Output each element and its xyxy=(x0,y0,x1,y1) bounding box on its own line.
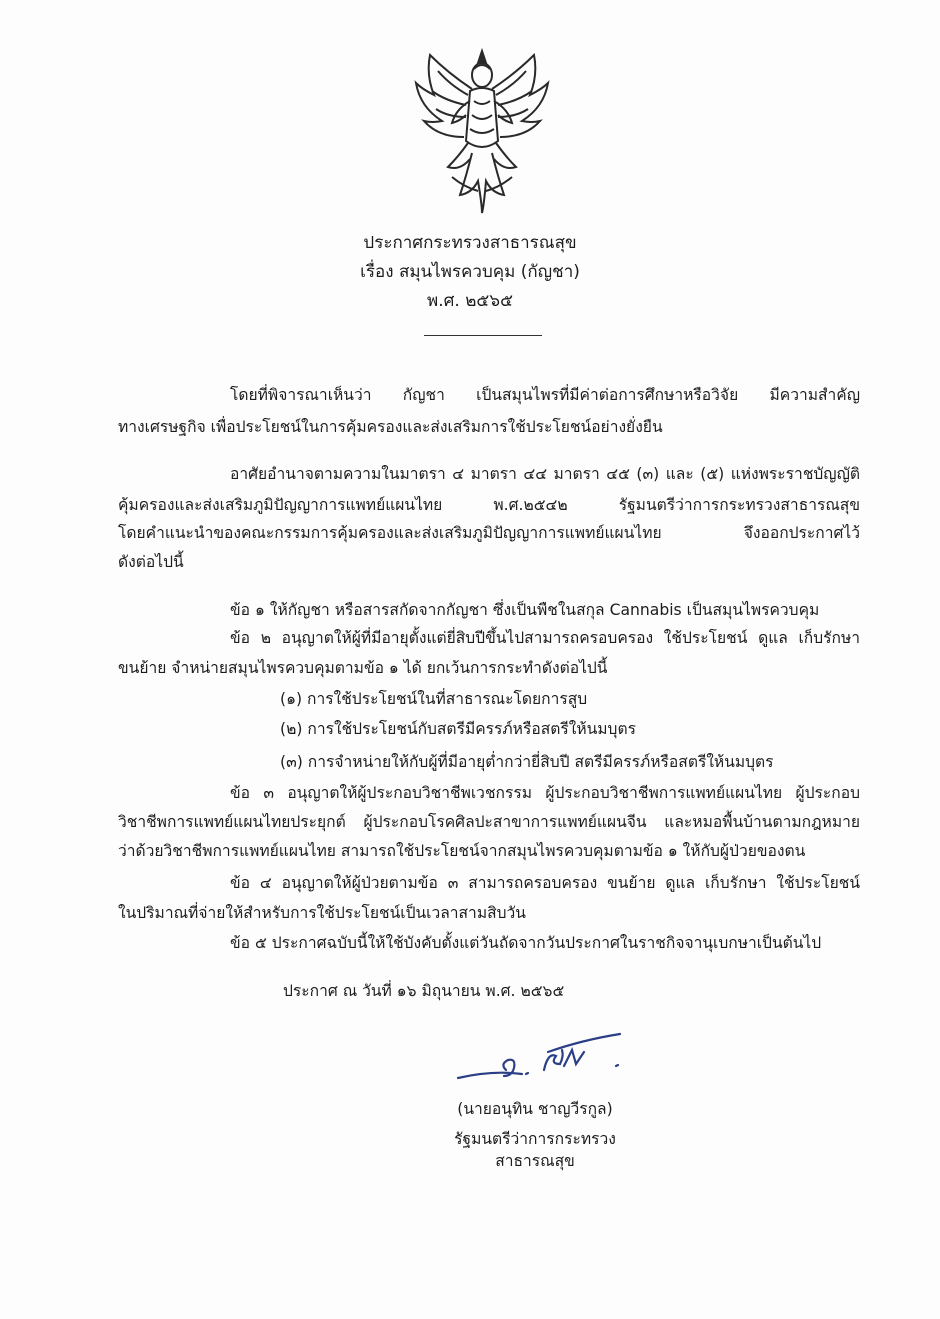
clause-2: ข้อ ๒ อนุญาตให้ผู้ที่มีอายุตั้งแต่ยี่สิบปีขึ้นไปสามารถครอบครอง ใช้ประโยชน์ ดูแล เก็บรักษา xyxy=(230,629,860,647)
clause-2-item: (๒) การใช้ประโยชน์กับสตรีมีครรภ์หรือสตรีให้นมบุตร xyxy=(280,720,636,738)
clause-4: ข้อ ๔ อนุญาตให้ผู้ป่วยตามข้อ ๓ สามารถครอบครอง ขนย้าย ดูแล เก็บรักษา ใช้ประโยชน์ xyxy=(230,874,860,892)
announcement-date: ประกาศ ณ วันที่ ๑๖ มิถุนายน พ.ศ. ๒๕๖๕ xyxy=(283,982,565,1000)
announcement-subject: เรื่อง สมุนไพรควบคุม (กัญชา) xyxy=(360,262,580,282)
clause-3: ว่าด้วยวิชาชีพการแพทย์แผนไทย สามารถใช้ประโยชน์จากสมุนไพรควบคุมตามข้อ ๑ ให้กับผู้ป่วยของตน xyxy=(118,842,806,860)
preamble-line: โดยที่พิจารณาเห็นว่า กัญชา เป็นสมุนไพรที่มีค่าต่อการศึกษาหรือวิจัย มีความสำคัญ xyxy=(230,386,860,404)
garuda-emblem-icon xyxy=(408,45,556,217)
authority-line: คุ้มครองและส่งเสริมภูมิปัญญาการแพทย์แผนไทย พ.ศ.๒๕๔๒ รัฐมนตรีว่าการกระทรวงสาธารณสุข xyxy=(118,496,860,514)
preamble-line: ทางเศรษฐกิจ เพื่อประโยชน์ในการคุ้มครองและส่งเสริมการใช้ประโยชน์อย่างยั่งยืน xyxy=(118,418,663,436)
clause-5: ข้อ ๕ ประกาศฉบับนี้ให้ใช้บังคับตั้งแต่วันถัดจากวันประกาศในราชกิจจานุเบกษาเป็นต้นไป xyxy=(230,934,822,952)
announcement-year: พ.ศ. ๒๕๖๕ xyxy=(427,291,513,311)
clause-2: ขนย้าย จำหน่ายสมุนไพรควบคุมตามข้อ ๑ ได้ ยกเว้นการกระทำดังต่อไปนี้ xyxy=(118,659,608,677)
clause-2-item: (๑) การใช้ประโยชน์ในที่สาธารณะโดยการสูบ xyxy=(280,690,588,708)
clause-1: ข้อ ๑ ให้กัญชา หรือสารสกัดจากกัญชา ซึ่งเป็นพืชในสกุล Cannabis เป็นสมุนไพรควบคุม xyxy=(230,601,820,619)
clause-4: ในปริมาณที่จ่ายให้สำหรับการใช้ประโยชน์เป็นเวลาสามสิบวัน xyxy=(118,904,526,922)
title-divider xyxy=(424,335,542,336)
authority-line: ดังต่อไปนี้ xyxy=(118,553,184,571)
clause-3: วิชาชีพการแพทย์แผนไทยประยุกต์ ผู้ประกอบโรคศิลปะสาขาการแพทย์แผนจีน และหมอพื้นบ้านตามกฎหมาย xyxy=(118,813,860,831)
signer-name: (นายอนุทิน ชาญวีรกูล) xyxy=(457,1100,613,1118)
authority-line: โดยคำแนะนำของคณะกรรมการคุ้มครองและส่งเสริมภูมิปัญญาการแพทย์แผนไทย จึงออกประกาศไว้ xyxy=(118,524,860,542)
authority-line: อาศัยอำนาจตามความในมาตรา ๔ มาตรา ๔๔ มาตรา ๔๕ (๓) และ (๕) แห่งพระราชบัญญัติ xyxy=(230,465,860,483)
clause-2-item: (๓) การจำหน่ายให้กับผู้ที่มีอายุต่ำกว่ายี่สิบปี สตรีมีครรภ์หรือสตรีให้นมบุตร xyxy=(280,753,774,771)
announcement-title: ประกาศกระทรวงสาธารณสุข xyxy=(363,233,577,253)
signer-position: รัฐมนตรีว่าการกระทรวงสาธารณสุข xyxy=(454,1130,616,1170)
clause-3: ข้อ ๓ อนุญาตให้ผู้ประกอบวิชาชีพเวชกรรม ผู้ประกอบวิชาชีพการแพทย์แผนไทย ผู้ประกอบ xyxy=(230,784,860,802)
signature-icon xyxy=(452,1030,632,1090)
